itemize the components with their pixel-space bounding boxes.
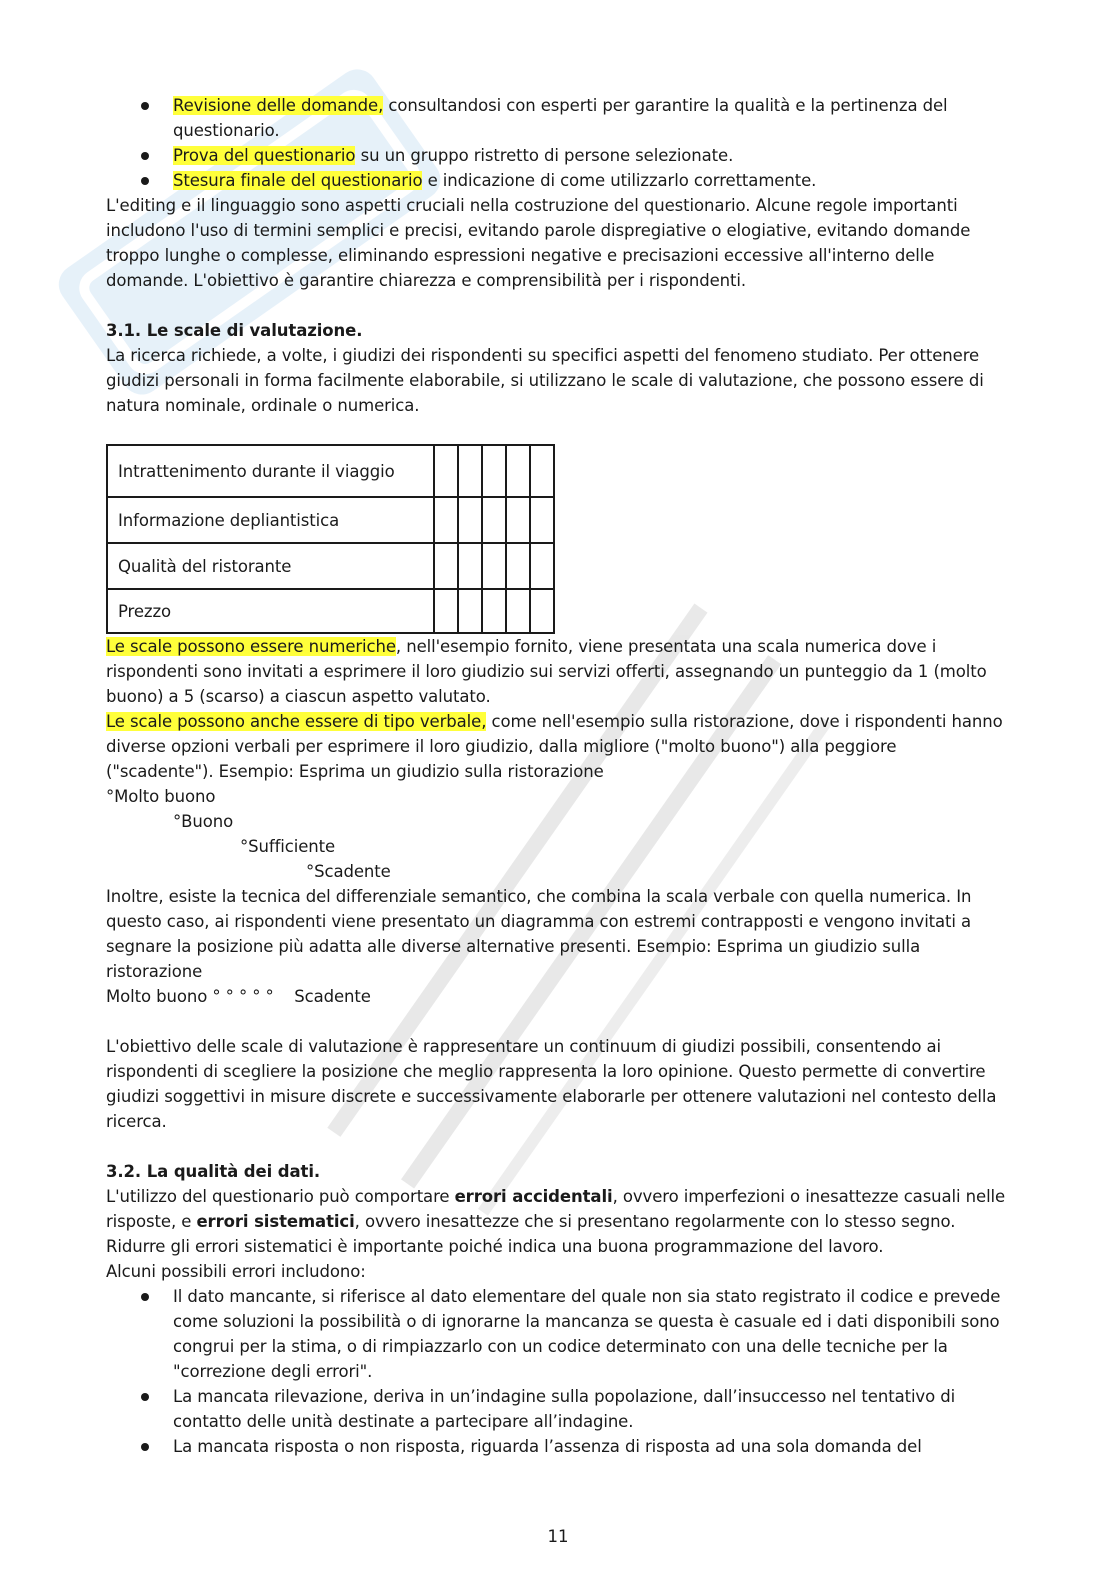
errors-intro: Alcuni possibili errori includono: (106, 1262, 366, 1281)
rating-cell[interactable] (530, 589, 554, 633)
document-body (106, 93, 1006, 1459)
rating-cell[interactable] (458, 497, 482, 543)
rating-cell[interactable] (434, 445, 458, 497)
table-row (107, 543, 554, 589)
table-row-label: Informazione depliantistica (107, 497, 434, 543)
rating-cell[interactable] (482, 543, 506, 589)
table-row (107, 497, 554, 543)
semantic-differential-paragraph: Inoltre, esiste la tecnica del differenziale semantico, che combina la scala verbale con quella numerica. In questo caso, ai rispondenti viene presentato un diagramma con estremi contrapposti e vengono invitati a segnare la posizione più adatta alle diverse alternative presenti. Esempio: Esprima un giudizio sulla ristorazione (106, 887, 972, 981)
table-row-label: Intrattenimento durante il viaggio (107, 445, 434, 497)
data-quality-paragraph: L'utilizzo del questionario può comportare errori accidentali, ovvero imperfezioni o inesattezze casuali nelle risposte, e errori sistematici, ovvero inesattezze che si presentano regolarmente con lo stesso segno. Ridurre gli errori sistematici è importante poiché indica una buona programmazione del lavoro. (106, 1187, 1006, 1256)
rating-cell[interactable] (482, 497, 506, 543)
list-item: La mancata risposta o non risposta, riguarda l’assenza di risposta ad una sola domanda del (106, 1434, 1006, 1459)
rating-cell[interactable] (482, 445, 506, 497)
rating-cell[interactable] (506, 445, 530, 497)
rating-cell[interactable] (458, 543, 482, 589)
rating-cell[interactable] (482, 589, 506, 633)
table-row-label: Qualità del ristorante (107, 543, 434, 589)
list-item: Stesura finale del questionario e indicazione di come utilizzarlo correttamente. (106, 168, 1006, 193)
list-item: Prova del questionario su un gruppo ristretto di persone selezionate. (106, 143, 1006, 168)
page-number: 11 (547, 1527, 569, 1546)
top-bullet-list (106, 93, 1006, 193)
rating-cell[interactable] (434, 589, 458, 633)
rating-cell[interactable] (506, 589, 530, 633)
verbal-scale-paragraph: Le scale possono anche essere di tipo verbale, come nell'esempio sulla ristorazione, dove i rispondenti hanno diverse opzioni verbali per esprimere il loro giudizio, dalla migliore ("molto buono") alla peggiore ("scadente"). Esempio: Esprima un giudizio sulla ristorazione (106, 712, 1003, 781)
verbal-option: °Molto buono (106, 787, 216, 806)
rating-cell[interactable] (458, 445, 482, 497)
verbal-option: °Buono (173, 812, 234, 831)
semantic-example: Molto buono ° ° ° ° ° Scadente (106, 987, 371, 1006)
numeric-scale-paragraph: Le scale possono essere numeriche, nell'esempio fornito, viene presentata una scala numerica dove i rispondenti sono invitati a esprimere il loro giudizio sui servizi offerti, assegnando un punteggio da 1 (molto buono) a 5 (scarso) a ciascun aspetto valutato. (106, 637, 987, 706)
table-row (107, 589, 554, 633)
section-intro: La ricerca richiede, a volte, i giudizi dei rispondenti su specifici aspetti del fenomeno studiato. Per ottenere giudizi personali in forma facilmente elaborabile, si utilizzano le scale di valutazione, che possono essere di natura nominale, ordinale o numerica. (106, 346, 984, 415)
table-row (107, 445, 554, 497)
verbal-option: °Sufficiente (240, 837, 336, 856)
objective-paragraph: L'obiettivo delle scale di valutazione è rappresentare un continuum di giudizi possibili, consentendo ai rispondenti di scegliere la posizione che meglio rappresenta la loro opinione. Questo permette di convertire giudizi soggettivi in misure discrete e successivamente elaborarle per ottenere valutazioni nel contesto della ricerca. (106, 1037, 997, 1131)
rating-cell[interactable] (530, 497, 554, 543)
rating-scale-table (106, 444, 555, 634)
rating-cell[interactable] (434, 543, 458, 589)
list-item: La mancata rilevazione, deriva in un’indagine sulla popolazione, dall’insuccesso nel tentativo di contatto delle unità destinate a partecipare all’indagine. (106, 1384, 1006, 1434)
list-item: Il dato mancante, si riferisce al dato elementare del quale non sia stato registrato il codice e prevede come soluzioni la possibilità o di ignorarne la mancanza se questa è casuale ed i dati disponibili sono congrui per la stima, o di rimpiazzarlo con un codice determinato con una delle tecniche per la "correzione degli errori". (106, 1284, 1006, 1384)
errors-bullet-list (106, 1284, 1006, 1459)
rating-cell[interactable] (506, 543, 530, 589)
rating-cell[interactable] (458, 589, 482, 633)
table-row-label: Prezzo (107, 589, 434, 633)
rating-cell[interactable] (506, 497, 530, 543)
editing-paragraph: L'editing e il linguaggio sono aspetti cruciali nella costruzione del questionario. Alcune regole importanti includono l'uso di termini semplici e precisi, evitando parole dispregiative o elogiative, evitando domande troppo lunghe o complesse, eliminando espressioni negative e precisazioni eccessive all'interno delle domande. L'obiettivo è garantire chiarezza e comprensibilità per i rispondenti. (106, 196, 971, 290)
rating-cell[interactable] (530, 543, 554, 589)
rating-cell[interactable] (530, 445, 554, 497)
list-item: Revisione delle domande, consultandosi con esperti per garantire la qualità e la pertinenza del questionario. (106, 93, 1006, 143)
section-heading-3-1: 3.1. Le scale di valutazione. (106, 321, 363, 340)
rating-cell[interactable] (434, 497, 458, 543)
section-heading-3-2: 3.2. La qualità dei dati. (106, 1162, 321, 1181)
verbal-option: °Scadente (306, 862, 391, 881)
